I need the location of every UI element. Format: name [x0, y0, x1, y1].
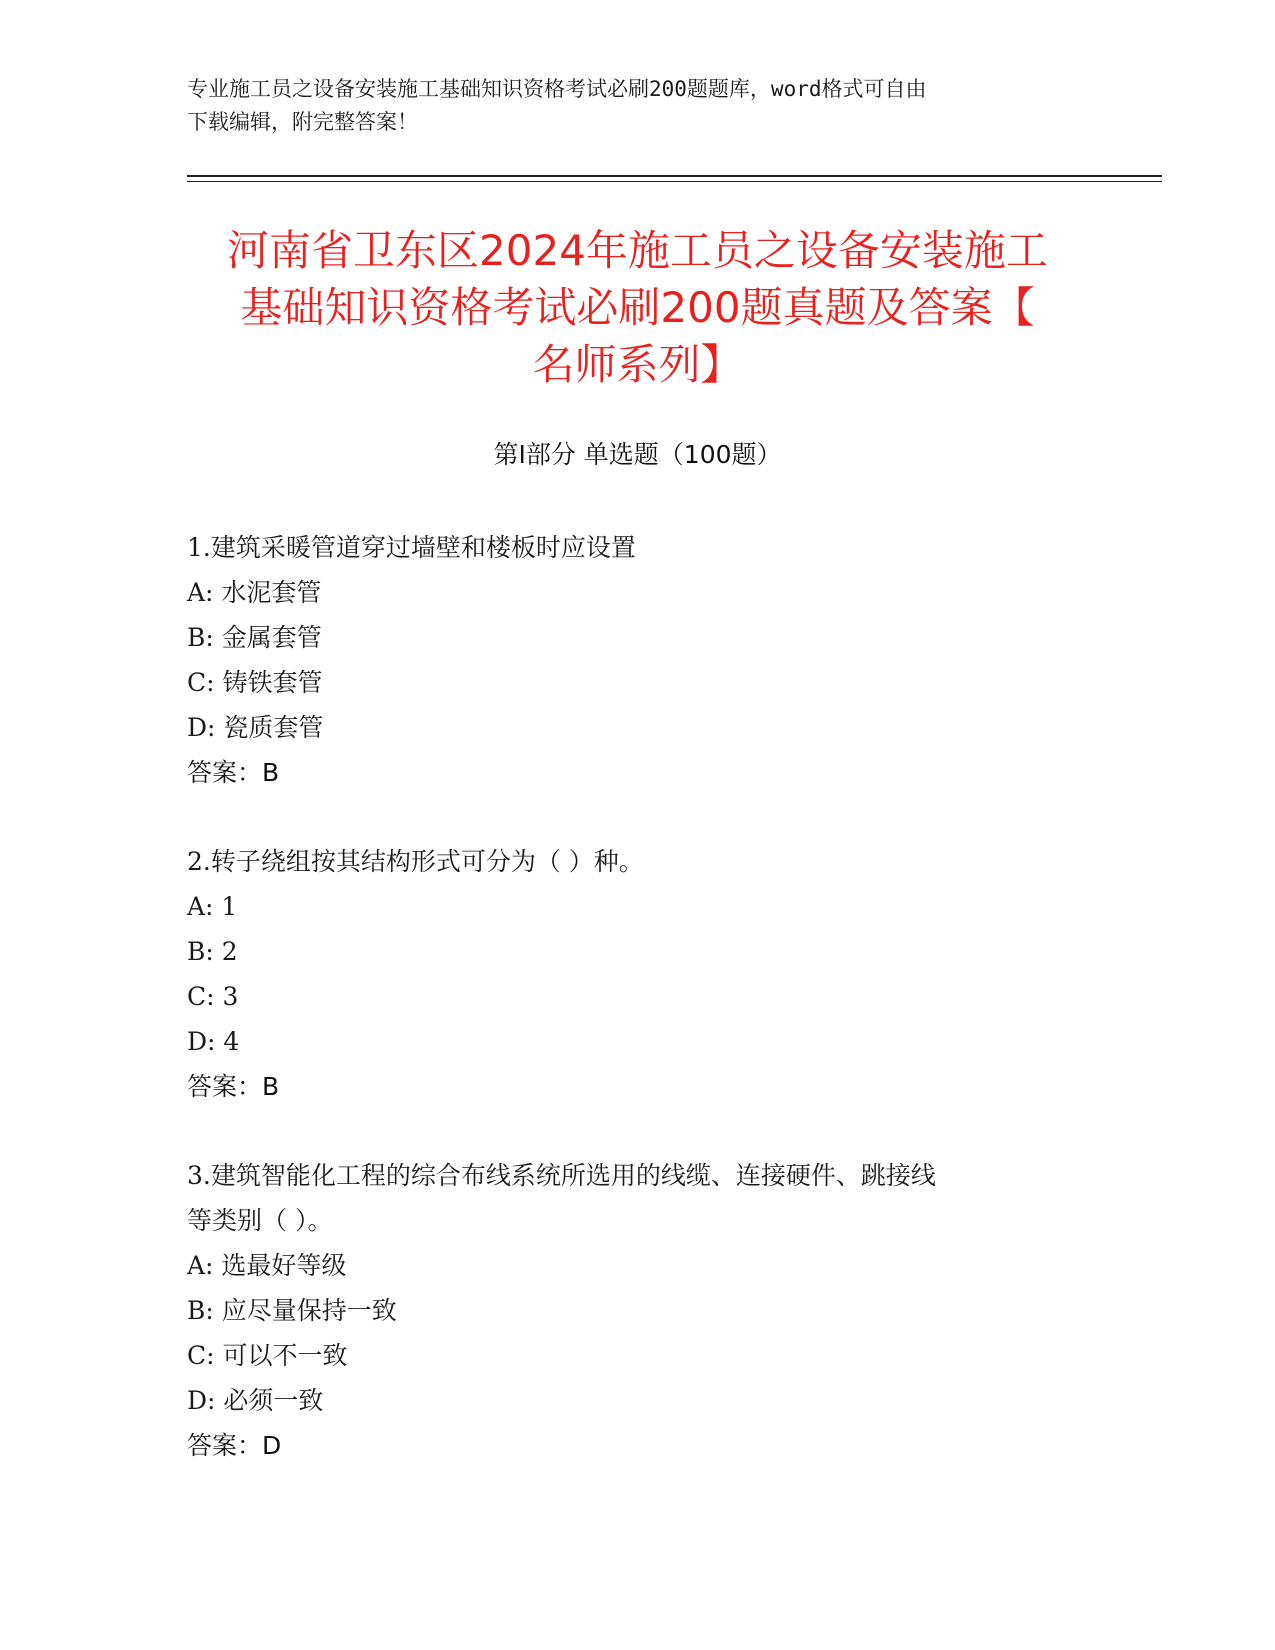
question-2: [187, 839, 1087, 1109]
option-a: A: 水泥套管: [187, 578, 322, 607]
answer-line: 答案：B: [187, 1072, 280, 1101]
option-d: D: 4: [187, 1027, 240, 1056]
option-c: C: 铸铁套管: [187, 668, 323, 697]
title-line-1: 河南省卫东区2024年施工员之设备安装施工: [227, 226, 1048, 275]
question-stem-line-1: 3.建筑智能化工程的综合布线系统所选用的线缆、连接硬件、跳接线: [187, 1161, 936, 1190]
option-a: A: 1: [187, 892, 238, 921]
header-divider-thin: [187, 181, 1162, 182]
question-list: [187, 525, 1087, 1512]
question-1: [187, 525, 1087, 795]
document-title: [160, 222, 1115, 393]
option-d: D: 必须一致: [187, 1386, 324, 1415]
title-line-2: 基础知识资格考试必刷200题真题及答案【: [240, 283, 1035, 332]
header-divider-thick: [187, 175, 1162, 177]
option-c: C: 3: [187, 982, 239, 1011]
option-b: B: 2: [187, 937, 238, 966]
question-stem: 1.建筑采暖管道穿过墙壁和楼板时应设置: [187, 533, 636, 562]
answer-line: 答案：D: [187, 1431, 282, 1460]
intro-line-1: 专业施工员之设备安装施工基础知识资格考试必刷200题题库，word格式可自由: [187, 77, 927, 101]
intro-line-2: 下载编辑，附完整答案！: [187, 110, 418, 134]
section-heading: 第Ⅰ部分 单选题（100题）: [493, 440, 782, 469]
answer-line: 答案：B: [187, 758, 280, 787]
option-c: C: 可以不一致: [187, 1341, 348, 1370]
option-b: B: 应尽量保持一致: [187, 1296, 397, 1325]
title-line-3: 名师系列】: [532, 340, 743, 389]
option-b: B: 金属套管: [187, 623, 322, 652]
intro-text: [187, 73, 1087, 139]
question-stem-line-2: 等类别（ ）。: [187, 1206, 333, 1235]
question-stem: 2.转子绕组按其结构形式可分为（ ）种。: [187, 847, 644, 876]
option-a: A: 选最好等级: [187, 1251, 347, 1280]
option-d: D: 瓷质套管: [187, 713, 324, 742]
question-3: [187, 1153, 1087, 1468]
